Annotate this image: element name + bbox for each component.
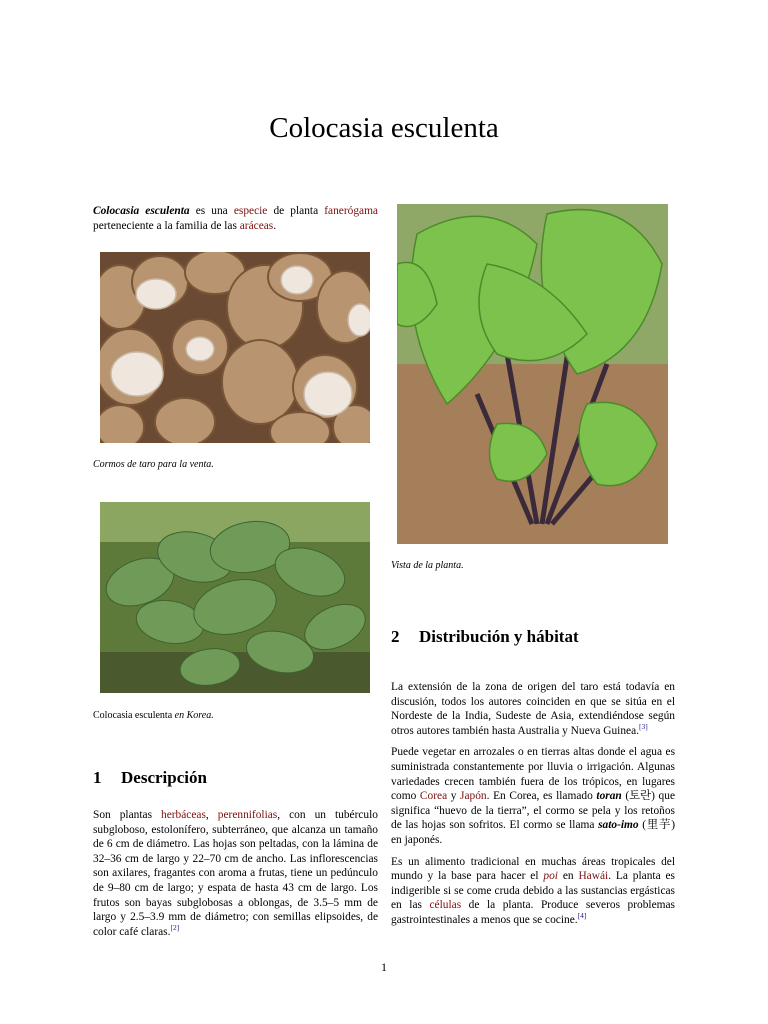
link-herbaceas[interactable]: herbáceas <box>161 809 206 821</box>
link-araceas[interactable]: aráceas <box>239 219 274 232</box>
page-title: Colocasia esculenta <box>269 112 499 144</box>
link-corea[interactable]: Corea <box>419 790 448 803</box>
link-poi[interactable]: poi <box>543 870 558 883</box>
descripcion-paragraph: Son plantas herbáceas, perennifolias, con un tubérculo subgloboso, estolonífero, subterráneo, que alcanza un tamaño de 6 cm de diámetro. Las hojas son peltadas, con la lámina de 32–36 cm de largo y 22–70 cm de ancho. Las inflorescencias son axilares, fragantes con aroma a frutas, tiene un pedúnculo de 9–80 cm de largo; y espata de hasta 43 cm de largo. Los frutos son bayas subglobosas a oblongas, de 3.5–5 mm de largo y 2.5–3.9 mm de diámetro; con semillas elipsoides, de color café claras.[2] <box>93 809 378 938</box>
reference-4[interactable]: [4] <box>577 911 587 921</box>
distribucion-paragraph-2: Puede vegetar en arrozales o en tierras altas donde el agua es suministrada constantemente por lluvia o irrigación. Algunas variedades crecen también fuera de los trópicos, en lugares como Corea y Japón. En Corea, es llamado toran (토란) que significa “huevo de la tierra”, el cormo se pela y los retoños de las hojas son sofritos. El cormo se llama sato-imo (里芋) en japonés. <box>391 746 676 846</box>
intro-paragraph: Colocasia esculenta es una especie de planta fanerógama perteneciente a la familia de las aráceas. <box>93 205 378 232</box>
korea-photo <box>100 502 370 693</box>
reference-3[interactable]: [3] <box>639 721 648 731</box>
page-number: 1 <box>381 960 387 974</box>
section-heading-distribucion: 2 Distribución y hábitat <box>391 627 579 646</box>
distribucion-paragraph-3: Es un alimento tradicional en muchas áreas tropicales del mundo y la base para hacer el poi en Hawái. La planta es indigerible si se come cruda debido a las sustancias ergásticas en las células de la planta. Produce severos problemas gastrointestinales a menos que se cocine.[4] <box>391 855 675 926</box>
distribucion-paragraph-1: La extensión de la zona de origen del taro está todavía en discusión, todos los autores coinciden en que se sitúa en el Nordeste de la India, Sudeste de Asia, extendiéndose según otros autores también hasta Australia y Nueva Guinea.[3] <box>391 681 675 737</box>
plant-caption: Vista de la planta. <box>391 560 464 571</box>
section-heading-descripcion: 1 Descripción <box>93 768 207 787</box>
korea-caption: Colocasia esculenta en Korea. <box>93 710 214 721</box>
cormos-caption: Cormos de taro para la venta. <box>93 459 214 470</box>
species-name: Colocasia esculenta <box>93 205 190 217</box>
link-perennifolias[interactable]: perennifolias <box>217 809 278 821</box>
link-japon[interactable]: Japón <box>460 790 487 803</box>
link-hawai[interactable]: Hawái <box>578 870 609 883</box>
cormos-photo <box>100 252 370 443</box>
reference-2[interactable]: [2] <box>170 922 180 932</box>
link-especie[interactable]: especie <box>233 205 268 217</box>
link-fanerogama[interactable]: fanerógama <box>324 205 378 217</box>
link-celulas[interactable]: células <box>429 899 462 912</box>
plant-photo <box>397 204 668 544</box>
distribucion-text <box>391 680 675 935</box>
